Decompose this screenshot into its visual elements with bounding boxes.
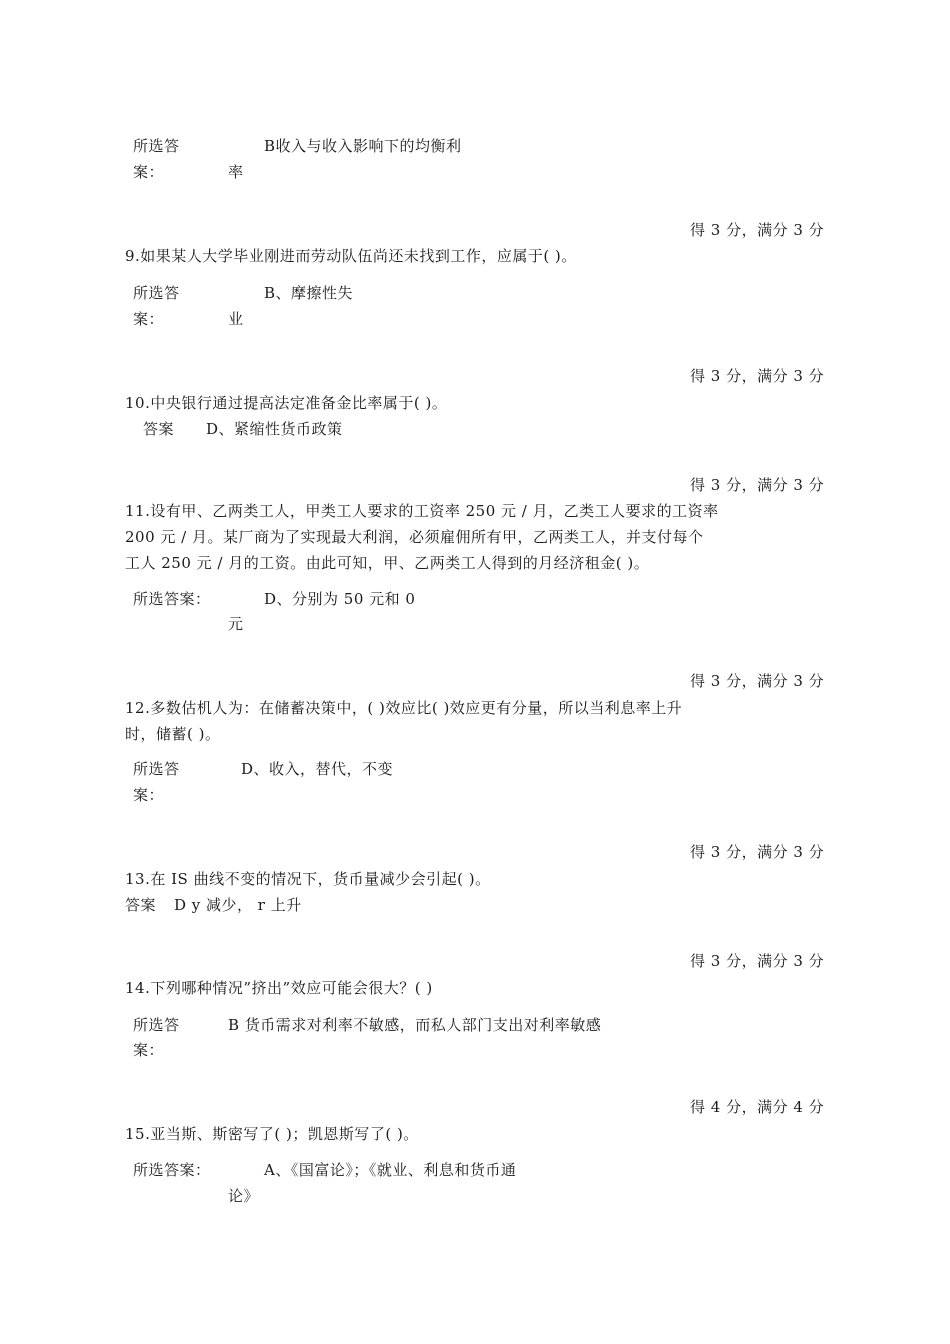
score-q14: 得 3 分，满分 3 分: [690, 952, 825, 970]
question-15: 15.亚当斯、斯密写了( )；凯恩斯写了( )。: [125, 1125, 419, 1143]
selected-answer-line2: 元: [228, 615, 244, 633]
question-10: 10.中央银行通过提高法定准备金比率属于( )。: [125, 394, 448, 412]
answer-label-line2: 案：: [133, 163, 165, 181]
answer-label: 所选答案：: [133, 1161, 211, 1179]
score-q15: 得 4 分，满分 4 分: [690, 1098, 825, 1116]
answer-label: 答案: [143, 420, 175, 438]
selected-answer-line1: A、《国富论》；《就业、利息和货币通: [264, 1161, 517, 1179]
selected-answer: D、收入，替代，不变: [241, 760, 394, 778]
selected-answer: D y 减少， r 上升: [174, 896, 302, 914]
answer-label: 答案: [125, 896, 157, 914]
question-12-line1: 12.多数估机人为：在储蓄决策中，( )效应比( )效应更有分量，所以当利息率上升: [125, 699, 683, 717]
selected-answer-line2: 论》: [228, 1187, 260, 1205]
question-13: 13.在 IS 曲线不变的情况下，货币量减少会引起( )。: [125, 870, 491, 888]
score-q12: 得 3 分，满分 3 分: [690, 672, 825, 690]
score-q10: 得 3 分，满分 3 分: [690, 367, 825, 385]
selected-answer: B 货币需求对利率不敏感，而私人部门支出对利率敏感: [228, 1016, 602, 1034]
score-q9: 得 3 分，满分 3 分: [690, 221, 825, 239]
score-q13: 得 3 分，满分 3 分: [690, 843, 825, 861]
selected-answer-line1: D、分别为 50 元和 0: [264, 590, 416, 608]
score-q11: 得 3 分，满分 3 分: [690, 476, 825, 494]
question-11-line3: 工人 250 元 / 月的工资。由此可知，甲、乙两类工人得到的月经济租金( )。: [125, 554, 650, 572]
selected-answer-line1: B收入与收入影响下的均衡利: [264, 137, 462, 155]
answer-label-line1: 所选答: [133, 1016, 180, 1034]
selected-answer-line2: 业: [228, 310, 244, 328]
answer-label-line2: 案：: [133, 310, 165, 328]
answer-label-line2: 案：: [133, 1041, 165, 1059]
answer-label-line1: 所选答: [133, 760, 180, 778]
selected-answer-line1: B、摩擦性失: [264, 284, 354, 302]
question-9: 9.如果某人大学毕业刚进而劳动队伍尚还未找到工作，应属于( )。: [125, 247, 577, 265]
selected-answer-line2: 率: [228, 163, 244, 181]
question-12-line2: 时，储蓄( )。: [125, 725, 221, 743]
selected-answer: D、紧缩性货币政策: [206, 420, 343, 438]
answer-label-line1: 所选答: [133, 137, 180, 155]
answer-label-line2: 案：: [133, 786, 165, 804]
answer-label-line1: 所选答: [133, 284, 180, 302]
question-14: 14.下列哪种情况”挤出”效应可能会很大？( ): [125, 979, 433, 997]
answer-label: 所选答案：: [133, 590, 211, 608]
question-11-line1: 11.设有甲、乙两类工人，甲类工人要求的工资率 250 元 / 月，乙类工人要求的工资率: [125, 502, 719, 520]
question-11-line2: 200 元 / 月。某厂商为了实现最大利润，必须雇佣所有甲，乙两类工人，并支付每个: [125, 528, 704, 546]
